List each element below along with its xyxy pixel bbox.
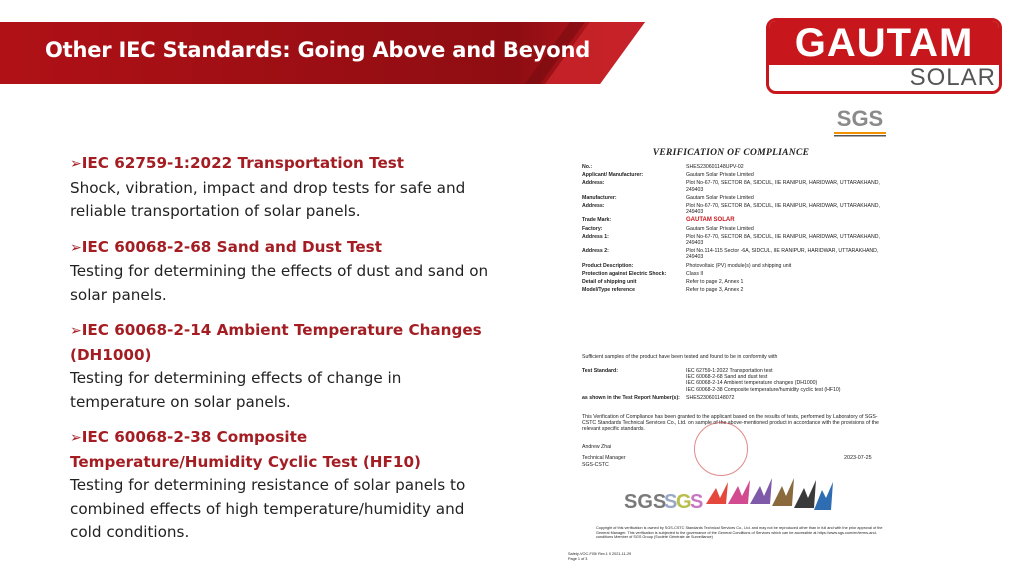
list-item [70, 152, 490, 224]
test-standard-block: Test Standard: IEC 62759-1:2022 Transportation test IEC 60068-2-68 Sand and dust test IEC 60068-2-14 Ambient temperature changes (DH1000) IEC 60068-2-38 Composite temperature/humidity cyclic test (HF10) as shown in the Test Report Number(s): SHES230601148072 [582, 368, 841, 401]
issue-date: 2023-07-25 [844, 455, 872, 461]
gautam-solar-logo [766, 18, 1010, 96]
list-item [70, 236, 490, 308]
svg-text:S: S [664, 491, 678, 513]
svg-text:SGS: SGS [624, 491, 667, 513]
svg-text:S: S [690, 491, 704, 513]
official-stamp [694, 422, 748, 476]
certificate-fields: No.: SHES230601148UPV-02 Applicant/ Manufacturer: Gautam Solar Private Limited Address: Plot No-67-70, SECTOR 8A, SIDCUL, IIE RANIPUR, HARIDWAR, UTTARAKHAND, 249403 Manufacturer: Gautam Solar Private Limited Address: Plot No-67-70, SECTOR 8A, SIDCUL, IIE RANIPUR, HARIDWAR, UTTARAKHAND, 249403 Trade Mark: GAUTAM SOLAR Factory: Gautam Solar Private Limited Address 1: Plot No-67-70, SECTOR 8A, SIDCUL, IIE RANIPUR, HARIDWAR, UTTARAKHAND, 249403 Address 2: Plot No.114-115 Sector -6A, SIDCUL, IIE RANIPUR, HARIDWAR, UTTARAKHAND, 249403 Product Description: Photovoltaic (PV) module(s) and shipping unit Protection against Electric Shock: Class II Detail of shipping unit Refer to page 2, Annex 1 Model/Type reference Refer to page 3, Annex 2 [582, 164, 892, 295]
standard-description: Testing for determining the effects of dust and sand on solar panels. [70, 262, 489, 304]
sgs-logo [830, 102, 890, 140]
certificate-footer: Copyright of this verification is owned by SGS-CSTC Standards Technical Services Co., Ltd. and may not be reproduced other than in full and with the prior approval of the General Manager. This verification is subjected to the governance of the General Conditions of Services which can be accessible at https://www.sgs.com/en/terms-and-conditions Member of SGS Group (Société Générale de Surveillance) [596, 526, 883, 540]
sgs-birds-graphic [624, 474, 834, 518]
sgs-brand: SGS [836, 106, 884, 131]
standard-description: Shock, vibration, impact and drop tests for safe and reliable transportation of solar panels. [70, 178, 466, 220]
logo-wordmark: GAUTAM [769, 21, 999, 65]
list-item [70, 426, 490, 545]
standard-title: IEC 60068-2-38 Composite Temperature/Humidity Cyclic Test (HF10) [70, 428, 421, 471]
trade-mark-logo: GAUTAM SOLAR [686, 217, 735, 224]
compliance-statement: This Verification of Compliance has been granted to the applicant based on the results of tests, performed by Laboratory of SGS-CSTC Standards Technical Services Co., Ltd. on sample of the above-mentioned product in accordance with the provisions of the relevant specific standards. [582, 414, 879, 433]
arrow-bullet-icon: ➢ [70, 430, 82, 446]
arrow-bullet-icon: ➢ [70, 323, 82, 339]
sufficient-samples-text: Sufficient samples of the product have been tested and found to be in conformity with [582, 354, 778, 360]
certificate-title: VERIFICATION OF COMPLIANCE [652, 148, 810, 158]
standard-title: IEC 62759-1:2022 Transportation Test [81, 154, 405, 172]
list-item [70, 319, 490, 414]
page-title: Other IEC Standards: Going Above and Beyond [45, 38, 591, 62]
svg-text:G: G [676, 491, 692, 513]
arrow-bullet-icon: ➢ [70, 156, 82, 172]
standard-title: IEC 60068-2-14 Ambient Temperature Changes (DH1000) [70, 321, 482, 364]
standard-description: Testing for determining resistance of solar panels to combined effects of high temperature/humidity and cold conditions. [70, 476, 466, 541]
standard-description: Testing for determining effects of change in temperature on solar panels. [70, 369, 402, 411]
standards-list [70, 152, 490, 557]
signature-block: Andrew Zhai Technical Manager SGS-CSTC [582, 444, 626, 468]
standard-title: IEC 60068-2-68 Sand and Dust Test [81, 237, 382, 256]
logo-subtitle: SOLAR [909, 64, 996, 91]
verification-certificate-image [566, 96, 896, 570]
form-reference: Safety-VOC-F05/ Rev.1 0 2021-11-29 Page 1 of 3 [568, 552, 632, 561]
arrow-bullet-icon: ➢ [70, 239, 82, 256]
